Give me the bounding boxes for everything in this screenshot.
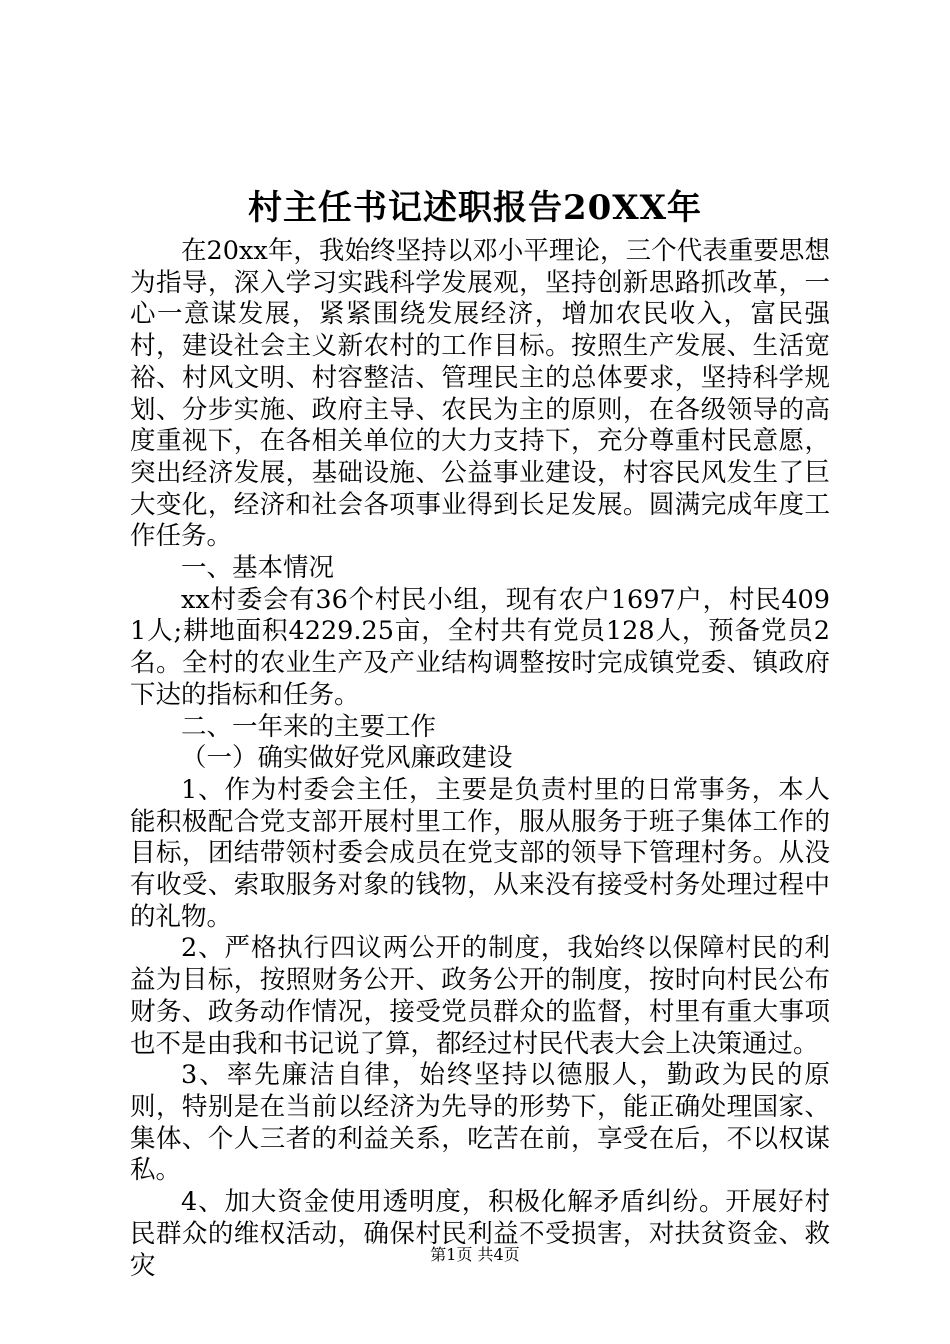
- page-number: 第1页 共4页: [430, 1245, 520, 1264]
- paragraph-basic-situation: xx村委会有36个村民小组，现有农户1697户，村民4091人;耕地面积4229.25亩，全村共有党员128人，预备党员2名。全村的农业生产及产业结构调整按时完成镇党委、镇政府下达的指标和任务。: [130, 584, 830, 710]
- paragraph-intro: 在20xx年，我始终坚持以邓小平理论，三个代表重要思想为指导，深入学习实践科学发展观，坚持创新思路抓改革，一心一意谋发展，紧紧围绕发展经济，增加农民收入，富民强村，建设社会主义新农村的工作目标。按照生产发展、生活宽裕、村风文明、村容整洁、管理民主的总体要求，坚持科学规划、分步实施、政府主导、农民为主的原则，在各级领导的高度重视下，在各相关单位的大力支持下，充分尊重村民意愿，突出经济发展，基础设施、公益事业建设，村容民风发生了巨大变化，经济和社会各项事业得到长足发展。圆满完成年度工作任务。: [130, 236, 830, 552]
- paragraph-item-2: 2、严格执行四议两公开的制度，我始终以保障村民的利益为目标，按照财务公开、政务公开的制度，按时向村民公布财务、政务动作情况，接受党员群众的监督，村里有重大事项也不是由我和书记说了算，都经过村民代表大会上决策通过。: [130, 933, 830, 1059]
- paragraph-item-3: 3、率先廉洁自律，始终坚持以德服人，勤政为民的原则，特别是在当前以经济为先导的形势下，能正确处理国家、集体、个人三者的利益关系，吃苦在前，享受在后，不以权谋私。: [130, 1060, 830, 1186]
- paragraph-item-1: 1、作为村委会主任，主要是负责村里的日常事务，本人能积极配合党支部开展村里工作，服从服务于班子集体工作的目标，团结带领村委会成员在党支部的领导下管理村务。从没有收受、索取服务对象的钱物，从来没有接受村务处理过程中的礼物。: [130, 774, 830, 932]
- document-title: 村主任书记述职报告20XX年: [247, 188, 703, 228]
- heading-basic-situation: 一、基本情况: [181, 553, 335, 584]
- document-body: [130, 236, 830, 1282]
- subheading-party-conduct: （一）确实做好党风廉政建设: [181, 743, 513, 774]
- heading-main-work: 二、一年来的主要工作: [181, 711, 437, 742]
- paragraph-item-4: 4、加大资金使用透明度，积极化解矛盾纠纷。开展好村民群众的维权活动，确保村民利益不受损害，对扶贫资金、救灾: [130, 1187, 830, 1281]
